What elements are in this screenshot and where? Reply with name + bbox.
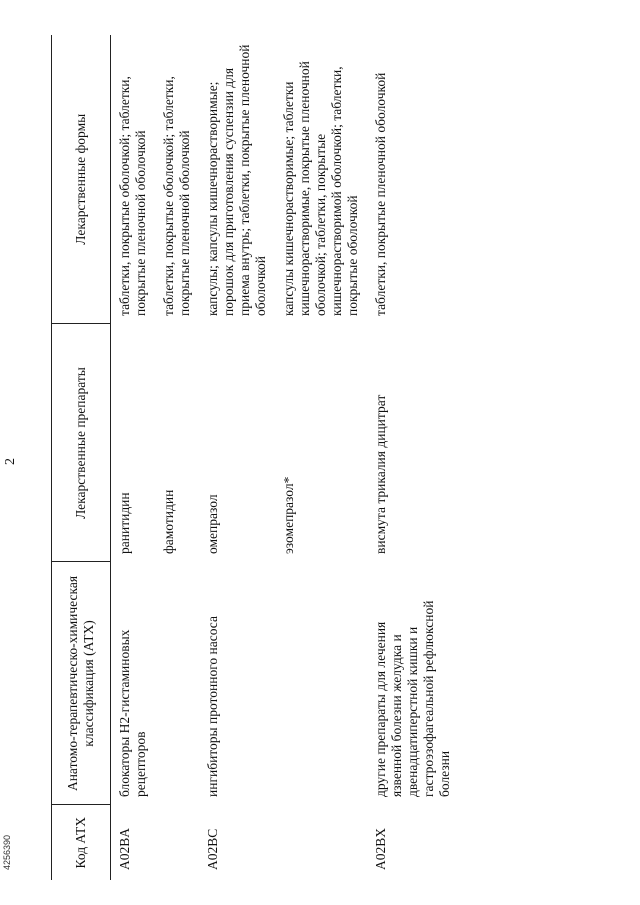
- drug-table: [51, 35, 453, 880]
- table-row: [373, 35, 453, 880]
- table-row: [281, 35, 361, 880]
- header-drugs: Лекарственные препараты: [52, 324, 111, 562]
- table-row: [161, 35, 193, 880]
- row-forms: таблетки, покрытые пленочной оболочкой: [373, 72, 388, 316]
- table-row: [205, 35, 269, 880]
- row-atc: ингибиторы протонного насоса: [205, 616, 220, 797]
- page-number: 2: [3, 458, 18, 465]
- row-code: A02BA: [117, 827, 132, 870]
- table-row: [117, 35, 149, 880]
- row-drug: омепразол: [205, 494, 220, 554]
- row-code: [161, 805, 193, 880]
- header-atc: Анатомо-терапевтическо-химическая классификация (АТХ): [52, 562, 111, 805]
- row-atc: [281, 562, 361, 805]
- row-atc: [161, 562, 193, 805]
- row-drug: висмута трикалия дицитрат: [373, 394, 388, 554]
- row-forms: таблетки, покрытые оболочкой; таблетки, покрытые пленочной оболочкой: [161, 76, 192, 316]
- row-drug: эзомепразол*: [281, 476, 296, 554]
- row-forms: таблетки, покрытые оболочкой; таблетки, покрытые пленочной оболочкой: [117, 76, 148, 316]
- row-code: A02BC: [205, 828, 220, 870]
- row-atc: другие препараты для лечения язвенной болезни желудка и двенадцатиперстной кишки и гастроэзофагеальной рефлюксной болезни: [373, 600, 452, 797]
- row-code: A02BX: [373, 827, 388, 870]
- row-code: [281, 805, 361, 880]
- row-drug: фамотидин: [161, 489, 176, 554]
- row-drug: ранитидин: [117, 492, 132, 554]
- row-forms: капсулы кишечнорастворимые; таблетки кишечнорастворимые, покрытые пленочной оболочкой; таблетки, покрытые кишечнорастворимой оболочкой; таблетки, покрытые оболочкой: [281, 61, 360, 316]
- document-stamp-number: 4256390: [2, 834, 12, 870]
- row-forms: капсулы; капсулы кишечнорастворимые; порошок для приготовления суспензии для приема внутрь; таблетки, покрытые пленочной оболочкой: [205, 44, 268, 316]
- header-code: Код АТХ: [52, 805, 111, 880]
- header-forms: Лекарственные формы: [52, 35, 111, 324]
- row-atc: блокаторы H2-гистаминовых рецепторов: [117, 629, 148, 797]
- table-header-row: [52, 35, 111, 880]
